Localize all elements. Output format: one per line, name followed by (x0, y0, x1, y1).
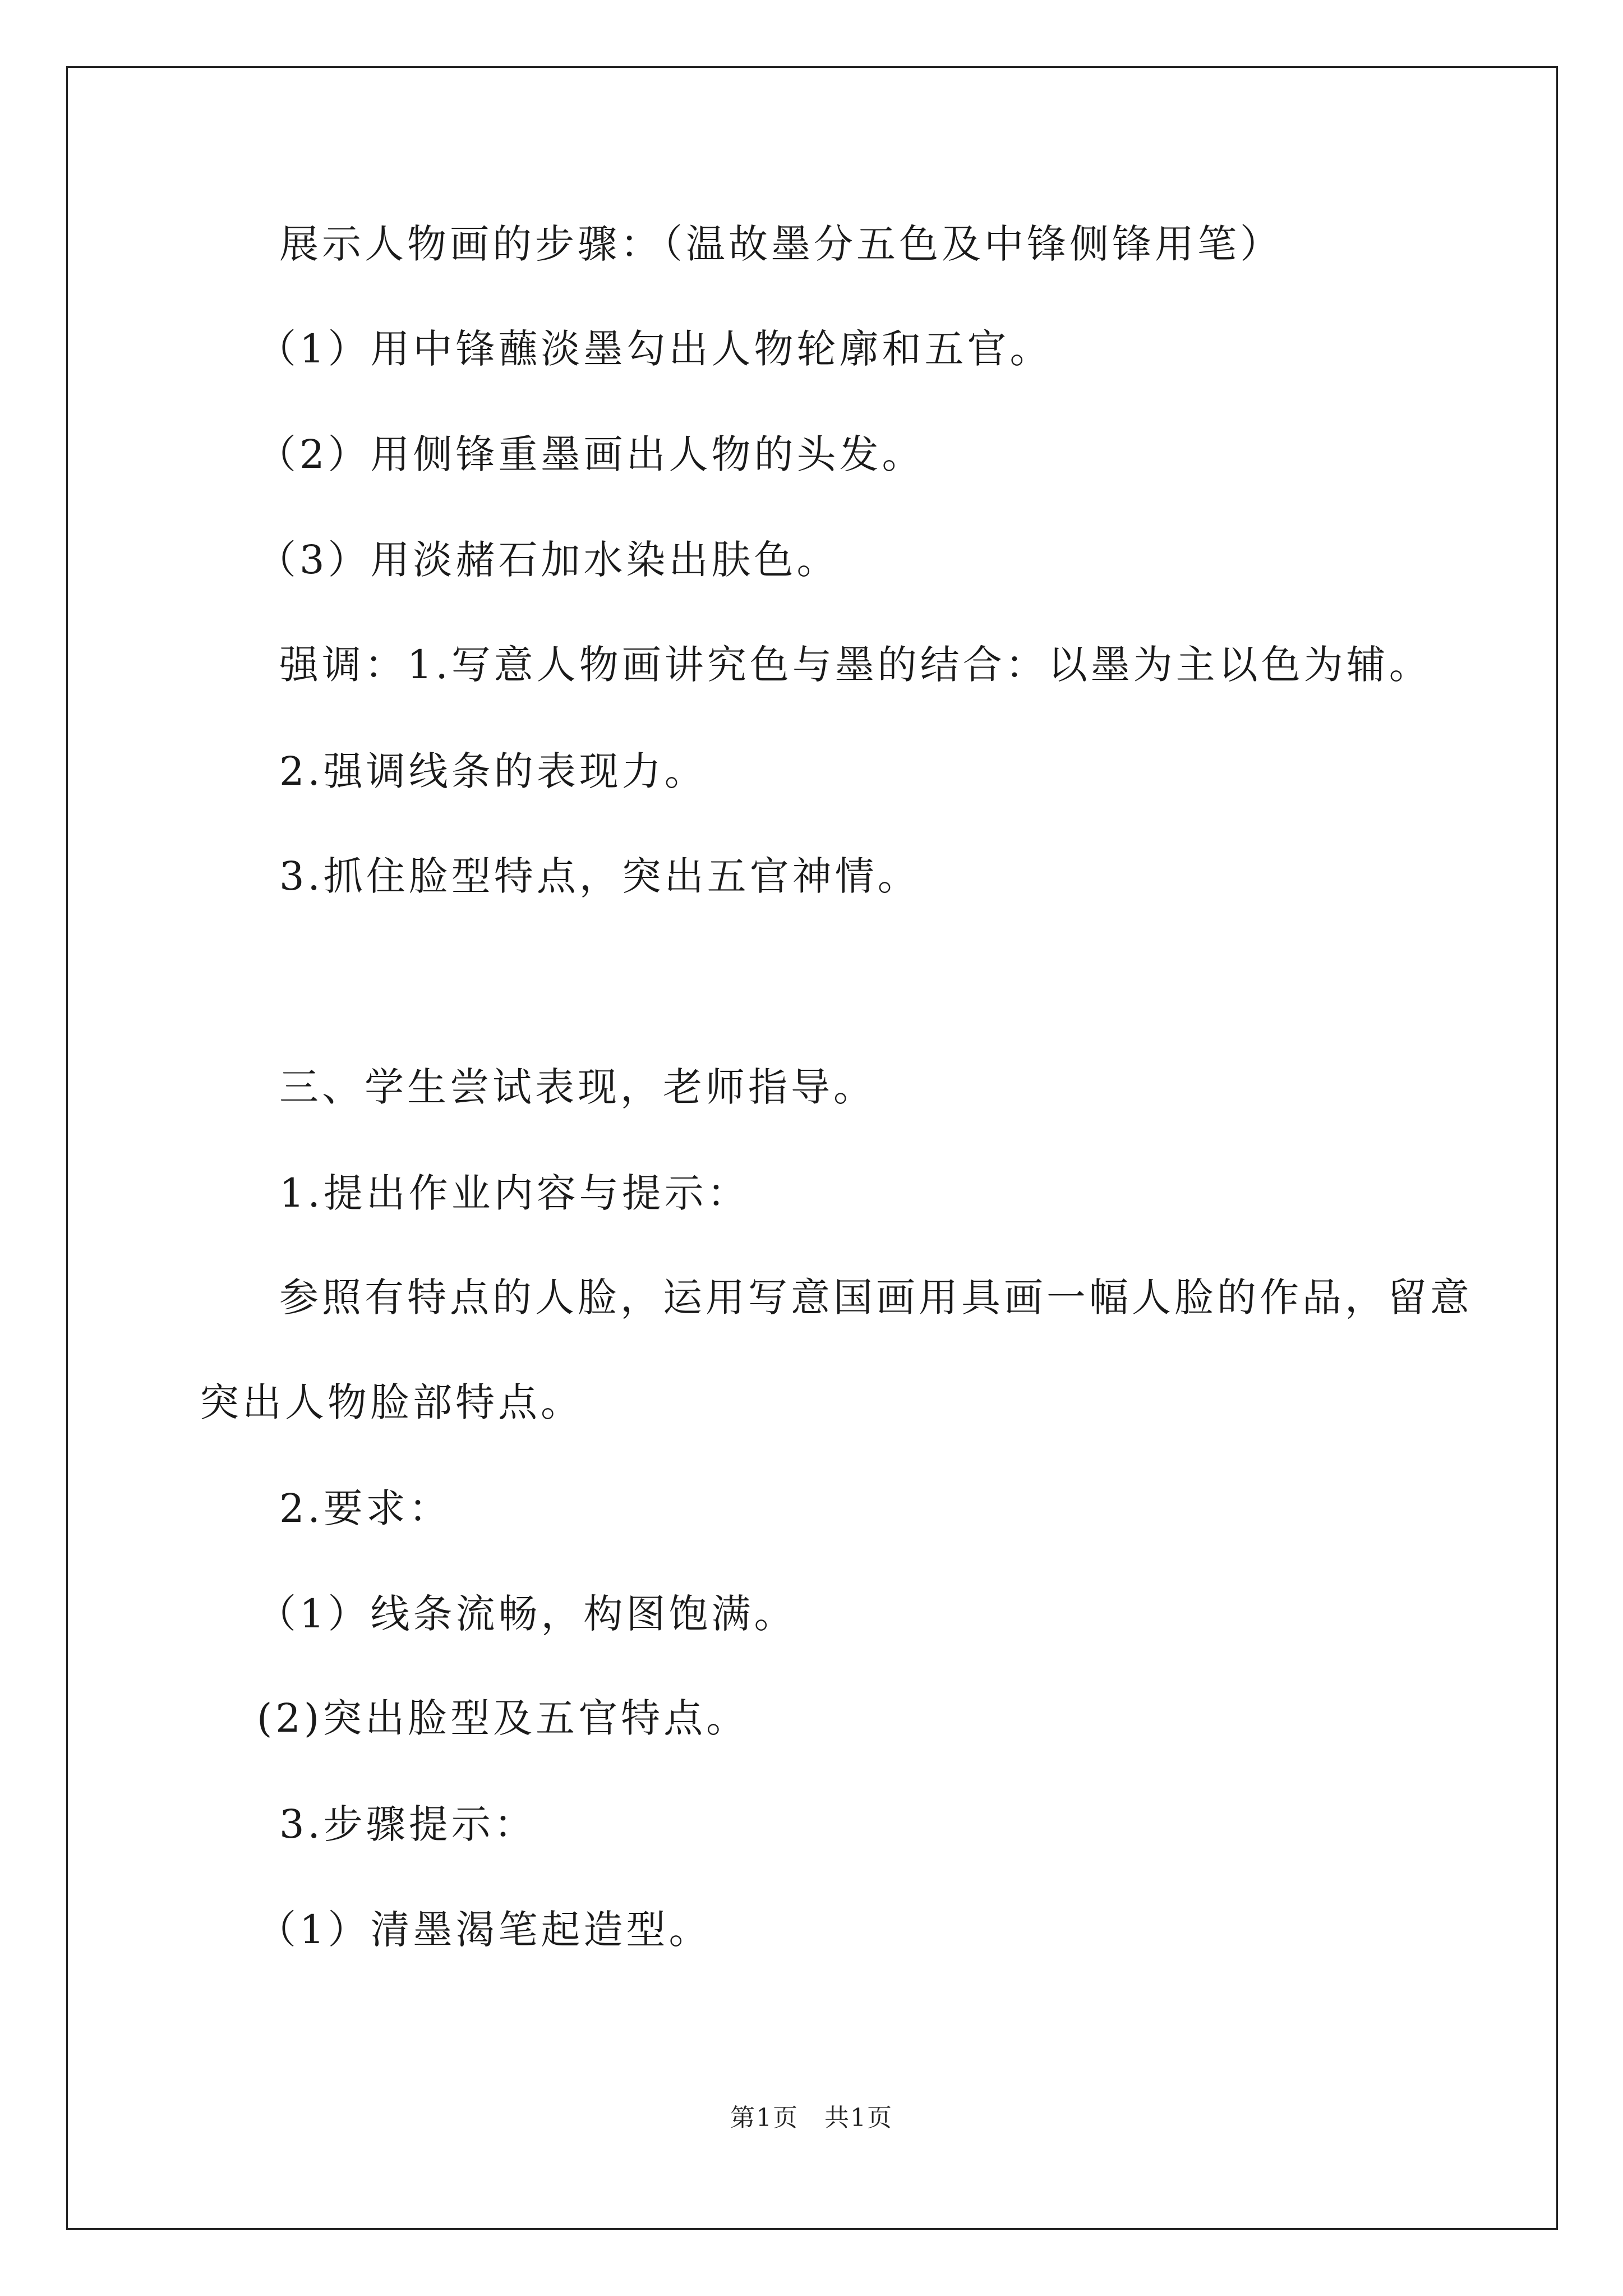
text-line: 3.抓住脸型特点，突出五官神情。 (279, 853, 920, 899)
text-line: 1.提出作业内容与提示： (279, 1170, 750, 1216)
text-line: （2）用侧锋重墨画出人物的头发。 (257, 431, 925, 477)
text-line: 3.步骤提示： (279, 1801, 537, 1847)
text-line: （3）用淡赭石加水染出肤色。 (257, 537, 840, 583)
section-heading: 三、学生尝试表现，老师指导。 (279, 1064, 876, 1110)
text-line: （1）清墨渴笔起造型。 (257, 1907, 712, 1953)
text-line: 2.要求： (279, 1485, 451, 1531)
text-line: 参照有特点的人脸，运用写意国画用具画一幅人脸的作品，留意 (279, 1274, 1473, 1320)
text-line: (2)突出脸型及五官特点。 (257, 1695, 749, 1741)
page-footer: 第1页 共1页 (730, 2104, 893, 2132)
text-line: 2.强调线条的表现力。 (279, 748, 707, 794)
text-line: （1）用中锋蘸淡墨勾出人物轮廓和五官。 (257, 326, 1053, 372)
text-line: （1）线条流畅，构图饱满。 (257, 1591, 797, 1637)
text-line: 强调：1.写意人物画讲究色与墨的结合：以墨为主以色为辅。 (279, 642, 1432, 688)
text-line: 展示人物画的步骤：（温故墨分五色及中锋侧锋用笔） (279, 221, 1283, 267)
text-line: 突出人物脸部特点。 (200, 1379, 583, 1425)
